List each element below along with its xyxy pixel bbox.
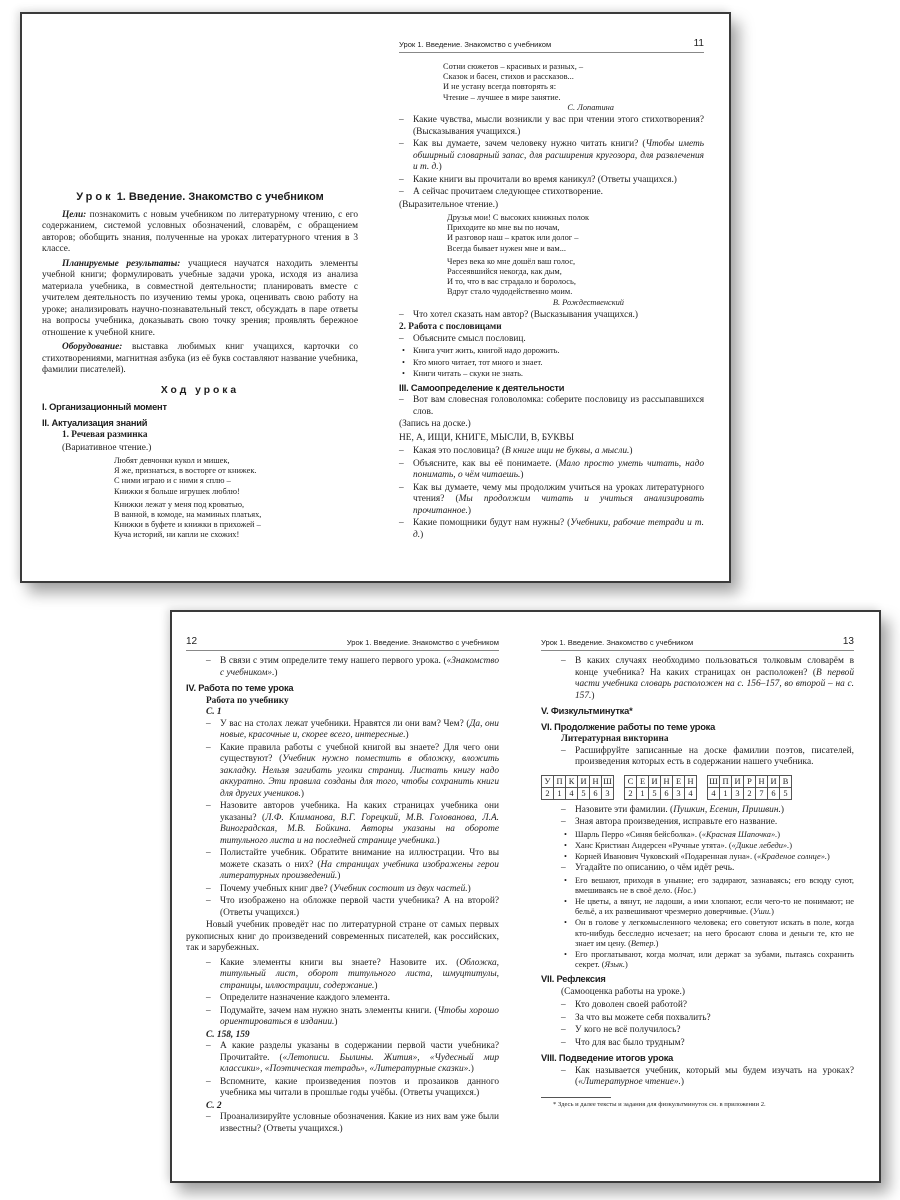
cipher-table-3 (707, 775, 792, 800)
reflection-question: – За что вы можете себя похвалить? (561, 1013, 854, 1025)
page-10 (22, 14, 372, 581)
title-fix-item (561, 830, 854, 840)
poem-line: В ванной, в комоде, на маминых платьях, (114, 510, 262, 520)
proverb-item: • Кто много читает, тот много и знает. (399, 358, 704, 368)
equipment-paragraph (42, 342, 358, 377)
poem-line: Книжки в буфете и книжки в прихожей – (114, 520, 261, 530)
subsection-proverbs: 2. Работа с пословицами (399, 322, 502, 333)
page-13 (527, 612, 877, 1181)
cipher-digit: 5 (780, 787, 792, 799)
cipher-table-1 (541, 775, 614, 800)
close-paren: ) (337, 871, 341, 881)
running-head-text: Урок 1. Введение. Знакомство с учебником (399, 40, 552, 49)
reflection-question: – Кто доволен своей работой? (561, 1000, 854, 1012)
close-paren: ) (629, 446, 633, 457)
cipher-letter: П (720, 775, 732, 787)
board-words: НЕ, А, ИЩИ, КНИГЕ, МЫСЛИ, В, БУКВЫ (399, 432, 575, 443)
cipher-letters (542, 775, 614, 787)
teacher-question: – Зная автора произведения, исправьте его название. (561, 817, 854, 829)
answer-hint: Учебник нужно поместить в обложку, вложить закладку. Нельзя загибать уголки страниц. Листать книгу надо аккуратно. Эти правила созданы для того, чтобы сохранить книги для других учеников. (220, 754, 499, 799)
cipher-tables (541, 775, 854, 800)
section-heading-4: IV. Работа по теме урока (186, 683, 294, 693)
poem-line: Чтение – лучшее в мире занятие. (443, 92, 561, 102)
riddle-item (561, 950, 854, 970)
cipher-digits (708, 787, 792, 799)
cipher-digit: 1 (554, 787, 566, 799)
cipher-digit: 6 (768, 787, 780, 799)
cipher-digit: 4 (685, 787, 697, 799)
teacher-question: – Определите назначение каждого элемента. (206, 993, 499, 1005)
stage-note: (Вариативное чтение.) (62, 442, 152, 453)
poem-1-end (443, 62, 704, 113)
teacher-question (206, 884, 499, 896)
answer-hint: Да, они новые, красочные и, скорее всего, интересные. (220, 718, 499, 740)
goals-paragraph (42, 210, 358, 256)
running-head (399, 40, 704, 53)
book-spread-pages-12-13 (170, 610, 881, 1183)
answer-hint: Мало просто уметь читать, надо понимать, о чём читаешь. (413, 458, 705, 481)
question-text: Как называется учебник, который мы будем изучать на уроках? ( (575, 1065, 854, 1088)
cipher-letter: В (780, 775, 792, 787)
close-paren: ) (780, 804, 784, 815)
cipher-digit: 2 (542, 787, 554, 799)
answer-hint: Чтобы хорошо ориентироваться в издании. (220, 1005, 499, 1027)
page-11 (377, 14, 727, 581)
teacher-question (206, 958, 499, 993)
teacher-question (399, 483, 704, 518)
title-fix-item (561, 841, 854, 851)
page-reference: С. 158, 159 (206, 1029, 250, 1040)
results-text: учащиеся научатся находить элементы учебной книги; формулировать учебные задачи урока, исходя из анализа материала учебника, в совместной деятельности; планировать вместе с учителем деятельность по изучению темы урока, оценивать свою работу на уроке; анализировать научно-познавательный текст, обсуждать в паре ответы на вопросы учебника, доказывать свою точку зрения; проявлять бережное отношение к учебной книге. (42, 258, 358, 338)
page-number: 11 (693, 38, 704, 49)
teacher-question: – Какие книги вы прочитали во время каникул? (Ответы учащихся.) (399, 175, 704, 187)
riddle-item (561, 897, 854, 917)
item-text: Не цветы, а вянут, не ладоши, а ими хлопают, если чего-то не понимают; не бельё, а их развешивают чрезмерно доверчивые. ( (575, 897, 854, 917)
answer-hint: Л.Ф. Климанова, В.Г. Горецкий, М.В. Голованова, Л.А. Виноградская, М.В. Бойкина. Авторы указаны на обороте титульного листа и на последней странице учебника. (220, 812, 499, 846)
question-text: Как вы думаете, чему мы продолжим учиться на уроках литературного чтения? ( (413, 482, 704, 505)
cipher-digit: 3 (602, 787, 614, 799)
running-head (541, 638, 854, 651)
teacher-question: – Угадайте по описанию, о чём идёт речь. (561, 863, 854, 875)
poem-1-stanza-1 (114, 456, 358, 497)
teacher-question: – Вспомните, какие произведения поэтов и прозаиков данного учебника мы читали в прошлые годы учёбы. (Ответы учащихся.) (206, 1077, 499, 1100)
close-paren: ) (274, 667, 278, 678)
section-heading-6: VI. Продолжение работы по теме урока (541, 721, 716, 732)
answer-hint: Нос. (677, 885, 694, 895)
question-text: Какие помощники будут нам нужны? ( (413, 518, 571, 529)
poem-line: Куча историй, ни капли не схожих! (114, 530, 240, 540)
question-text: Подумайте, зачем нам нужно знать элементы книги. ( (220, 1005, 438, 1016)
cipher-digits (625, 787, 697, 799)
question-text: У вас на столах лежат учебники. Нравятся ли они вам? Чем? ( (220, 718, 470, 729)
cipher-table-2 (624, 775, 697, 800)
goals-label: Цели: (62, 209, 87, 220)
section-heading-1: I. Организационный момент (42, 402, 167, 412)
close-paren: ) (438, 162, 442, 173)
cipher-letter: П (554, 775, 566, 787)
cipher-digits (542, 787, 614, 799)
teacher-question (561, 1066, 854, 1089)
item-text: Шарль Перро «Синяя бейсболка». ( (575, 829, 702, 839)
close-paren: ) (777, 829, 781, 839)
running-head-text: Урок 1. Введение. Знакомство с учебником (541, 638, 694, 647)
cipher-letter: У (542, 775, 554, 787)
footnote-divider (541, 1097, 611, 1098)
poem-line: Приходите ко мне вы по ночам, (447, 223, 560, 233)
cipher-letter: И (768, 775, 780, 787)
proverb-item: • Книги читать – скуки не знать. (399, 369, 704, 379)
answer-hint: Язык. (604, 960, 625, 970)
proverb-item: • Книга учит жить, книгой надо дорожить. (399, 346, 704, 356)
answer-hint: «Краденое солнце». (756, 851, 828, 861)
cipher-digit: 4 (566, 787, 578, 799)
equipment-text: выставка любимых книг учащихся, карточки со стихотворениями, магнитная азбука (из её букв составляют название учебника, фамилии писателей). (42, 342, 358, 375)
close-paren: ) (405, 730, 409, 740)
poem-2-stanza-1 (447, 213, 704, 254)
close-paren: ) (771, 907, 774, 917)
page-12 (172, 612, 522, 1181)
item-text: Корней Иванович Чуковский «Подаренная луна». ( (575, 851, 757, 861)
teacher-question: – Проанализируйте условные обозначения. Какие из них вам уже были известны? (Ответы учащихся.) (206, 1112, 499, 1135)
page-reference: С. 1 (206, 707, 222, 717)
poem-line: С ними играю и с ними я сплю – (114, 476, 231, 486)
teacher-question: – Вот вам словесная головоломка: соберите пословицу из рассыпавшихся слов. (399, 395, 704, 418)
close-paren: ) (591, 690, 595, 701)
page-reference: С. 2 (206, 1100, 222, 1111)
course-heading: Ход урока (160, 384, 240, 396)
item-text: Его проглатывают, когда молчат, или держат за зубами, пытаясь сохранить секрет. ( (575, 950, 854, 970)
answer-hint: На страницах учебника изображены герои литературных произведений. (220, 859, 499, 881)
close-paren: ) (467, 505, 471, 516)
cipher-letters (708, 775, 792, 787)
question-text: Почему учебных книг две? ( (220, 883, 334, 894)
reflection-question: – Что для вас было трудным? (561, 1038, 854, 1050)
cipher-letter: И (732, 775, 744, 787)
answer-hint: «Красная Шапочка». (701, 829, 778, 839)
teacher-question: – Какие чувства, мысли возникли у вас при чтении этого стихотворения? (Высказывания учащихся.) (399, 115, 704, 138)
cipher-digit: 3 (673, 787, 685, 799)
close-paren: ) (789, 840, 792, 850)
close-paren: ) (420, 529, 424, 540)
section-heading-2: II. Актуализация знаний (42, 417, 148, 428)
answer-hint: «Знакомство с учебником». (220, 656, 499, 678)
stage-note: (Запись на доске.) (399, 419, 471, 430)
results-label: Планируемые результаты: (62, 258, 181, 269)
close-paren: ) (520, 470, 524, 481)
teacher-question: – Расшифруйте записанные на доске фамилии поэтов, писателей, произведения которых есть в содержании нашего учебника. (561, 746, 854, 769)
poem-line: И разговор наш – краток или долог – (447, 233, 579, 243)
cipher-digit: 2 (744, 787, 756, 799)
cipher-digit: 2 (625, 787, 637, 799)
goals-text: познакомить с новым учебником по литературному чтению, с его содержанием, системой условных обозначений, словарём, с обращением авторов; обобщить знания, полученные на уроках литературного чтения в 3 классе. (42, 209, 358, 254)
cipher-letter: Ш (603, 776, 612, 786)
poem-line: И не устану всегда повторять я: (443, 82, 557, 92)
title-fix-item (561, 852, 854, 862)
question-text: В каких случаях необходимо пользоваться толковым словарём в конце учебника? На каких страницах он расположен? ( (575, 656, 854, 678)
teacher-question: – Объясните смысл пословиц. (399, 334, 704, 346)
poem-line: Рассеявшийся некогда, как дым, (447, 267, 562, 277)
stage-note: (Самооценка работы на уроке.) (561, 986, 685, 997)
footnote: * Здесь и далее тексты и задания для физкультминуток см. в приложении 2. (553, 1100, 766, 1108)
section-heading-5: V. Физкультминутка* (541, 706, 633, 716)
item-text: Он в голове у легкомысленного человека; его советуют искать в поле, когда кто-нибудь бесследно исчезает; на него бросают слова и деньги те, кто не знает им цену. ( (575, 918, 854, 948)
cipher-letter: Н (661, 775, 673, 787)
close-paren: ) (680, 1077, 684, 1088)
page-number: 12 (186, 636, 198, 647)
item-text: Его вешают, приходя в уныние; его задирают, зазнаваясь; его всюду суют, вмешиваясь не в своё дело. ( (575, 875, 854, 895)
close-paren: ) (827, 851, 830, 861)
close-paren: ) (655, 938, 659, 948)
poem-1 (114, 456, 358, 541)
poem-line: Друзья мои! С высоких книжных полок (447, 213, 590, 223)
cipher-digit: 4 (708, 787, 720, 799)
poem-line: И то, что в вас страдало и боролось, (447, 277, 576, 287)
poem-line: Сказок и басен, стихов и рассказов... (443, 72, 574, 82)
poem-line: Любят девчонки кукол и мишек, (114, 456, 230, 465)
section-heading-8: VIII. Подведение итогов урока (541, 1053, 674, 1064)
page-11-content (399, 60, 704, 542)
poem-line: Книжки лежат у меня под кроватью, (114, 499, 245, 509)
cipher-letter: И (578, 775, 590, 787)
cipher-letter: Н (756, 775, 768, 787)
teacher-question (206, 743, 499, 801)
poem-2-stanza-2 (447, 257, 704, 298)
question-text: Какие правила работы с учебной книгой вы знаете? Для чего они существуют? ( (220, 742, 499, 764)
question-text: В связи с этим определите тему нашего первого урока. ( (220, 656, 447, 666)
close-paren: ) (374, 980, 378, 991)
running-head (186, 638, 499, 651)
close-paren: ) (436, 835, 440, 846)
poem-line: Вдруг стало чудодейственно моим. (447, 287, 573, 297)
book-spread-pages-10-11 (20, 12, 731, 583)
cipher-digit: 3 (732, 787, 744, 799)
answer-hint: Уши. (752, 907, 772, 917)
cipher-letter: И (649, 775, 661, 787)
teacher-question: – Что изображено на обложке первой части учебника? А на второй? (Ответы учащихся.) (206, 896, 499, 919)
close-paren: ) (300, 788, 304, 799)
teacher-question: – А сейчас прочитаем следующее стихотворение. (399, 187, 704, 199)
page-12-content (186, 656, 499, 1136)
answer-hint: Учебник состоит из двух частей. (333, 883, 468, 894)
narrative-paragraph: Новый учебник проведёт нас по литературной стране от самых первых рукописных книг до произведений современных писателей, как российских, так и зарубежных. (186, 920, 499, 953)
answer-hint: «Литературное чтение». (578, 1077, 681, 1088)
cipher-digit: 5 (649, 787, 661, 799)
question-text: Полистайте учебник. Обратите внимание на иллюстрации. Что вы можете сказать о них? ( (220, 848, 499, 870)
close-paren: ) (470, 1064, 474, 1074)
answer-hint: Чтобы иметь обширный словарный запас, для расширения кругозора, для развлечения и т. д. (413, 139, 704, 173)
answer-hint: Учебники, рабочие тетради и т. д. (413, 518, 704, 540)
close-paren: ) (467, 883, 471, 894)
subsection-textbook-work: Работа по учебнику (206, 695, 289, 706)
question-text: Объясните, как вы её понимаете. ( (413, 458, 559, 469)
answer-hint: В первой части учебника словарь расположен на с. 156–157, во второй – на с. 157. (575, 667, 854, 701)
page-number: 13 (842, 636, 854, 647)
close-paren: ) (334, 1017, 338, 1027)
reflection-question: – У кого не всё получилось? (561, 1025, 854, 1037)
teacher-question (206, 801, 499, 847)
section-heading-7: VII. Рефлексия (541, 974, 606, 985)
equipment-label: Оборудование: (62, 342, 123, 352)
results-paragraph (42, 259, 358, 340)
cipher-digit: 6 (590, 787, 602, 799)
answer-hint: «Дикие лебеди». (731, 840, 790, 850)
poem-line: Через века ко мне дошёл ваш голос, (447, 256, 576, 266)
teacher-question (561, 656, 854, 702)
poem-2 (447, 213, 704, 308)
riddle-item (561, 876, 854, 896)
poem-author: С. Лопатина (567, 102, 614, 112)
answer-hint: Ветер. (630, 938, 656, 948)
cipher-letter: Н (685, 775, 697, 787)
cipher-digit: 5 (578, 787, 590, 799)
question-text: Как вы думаете, зачем человеку нужно читать книги? ( (413, 139, 646, 150)
teacher-question (206, 1006, 499, 1029)
teacher-question (561, 805, 854, 817)
cipher-digit: 7 (756, 787, 768, 799)
cipher-letter: Н (590, 775, 602, 787)
teacher-question (399, 446, 704, 458)
question-text: Назовите авторов учебника. На каких страницах учебника они указаны? ( (220, 801, 499, 823)
cipher-letter: Р (744, 775, 756, 787)
question-text: Какая это пословица? ( (413, 446, 505, 457)
riddle-item (561, 918, 854, 949)
poem-line: Всегда бывает нужен мне и вам... (447, 243, 566, 253)
page-10-content (42, 192, 358, 544)
cipher-letter: Е (637, 775, 649, 787)
question-text: Назовите эти фамилии. ( (575, 804, 674, 815)
teacher-question (399, 459, 704, 482)
cipher-letter: Е (673, 775, 685, 787)
teacher-question (206, 848, 499, 883)
teacher-question: – Что хотел сказать нам автор? (Высказывания учащихся.) (399, 310, 704, 322)
page-13-content (541, 656, 854, 1109)
teacher-question (399, 518, 704, 541)
question-text: А какие разделы указаны в содержании первой части учебника? Прочитайте. ( (220, 1041, 499, 1063)
answer-hint: Обложка, титульный лист, оборот титульного листа, шмуцтитулы, страницы, иллюстрации, содержание. (220, 957, 499, 991)
stage-note: (Выразительное чтение.) (399, 199, 499, 210)
cipher-letter: Ш (709, 776, 718, 786)
teacher-question (206, 656, 499, 679)
cipher-letter: К (566, 775, 578, 787)
cipher-digit: 6 (661, 787, 673, 799)
poem-1-stanza-2 (114, 500, 358, 541)
lesson-title-text: 1. Введение. Знакомство с учебником (116, 191, 324, 203)
subsection-speech-warmup: 1. Речевая разминка (62, 430, 148, 440)
teacher-question (399, 139, 704, 174)
poem-line: Я же, признаться, в восторге от книжек. (114, 466, 257, 476)
lesson-word: Урок (76, 191, 114, 203)
lesson-title (42, 192, 358, 204)
cipher-letter: С (625, 775, 637, 787)
close-paren: ) (625, 960, 628, 970)
close-paren: ) (693, 885, 696, 895)
poem-line: Сотни сюжетов – красивых и разных, – (443, 62, 584, 71)
item-text: Ханс Кристиан Андерсен «Ручные утята». ( (575, 840, 732, 850)
cipher-digit: 1 (637, 787, 649, 799)
subsection-literary-quiz: Литературная викторина (561, 734, 669, 744)
poem-author: В. Рождественский (552, 297, 624, 307)
running-head-text: Урок 1. Введение. Знакомство с учебником (346, 638, 499, 647)
question-text: Какие элементы книги вы знаете? Назовите их. ( (220, 957, 460, 968)
section-heading-3: III. Самоопределение к деятельности (399, 382, 565, 393)
answer-hint: В книге ищи не буквы, а мысли. (504, 446, 630, 457)
cipher-digit: 1 (720, 787, 732, 799)
teacher-question (206, 1041, 499, 1076)
poem-line: Книжки я больше игрушек люблю! (114, 486, 240, 496)
answer-hint: «Летописи. Былины. Жития», «Чудесный мир классики», «Поэтическая тетрадь», «Литературные сказки». (220, 1052, 499, 1074)
cipher-letters (625, 775, 697, 787)
answer-hint: Пушкин, Есенин, Пришвин. (673, 804, 781, 815)
teacher-question (206, 719, 499, 742)
answer-hint: Мы продолжим читать и учиться анализировать прочитанное. (413, 494, 704, 516)
